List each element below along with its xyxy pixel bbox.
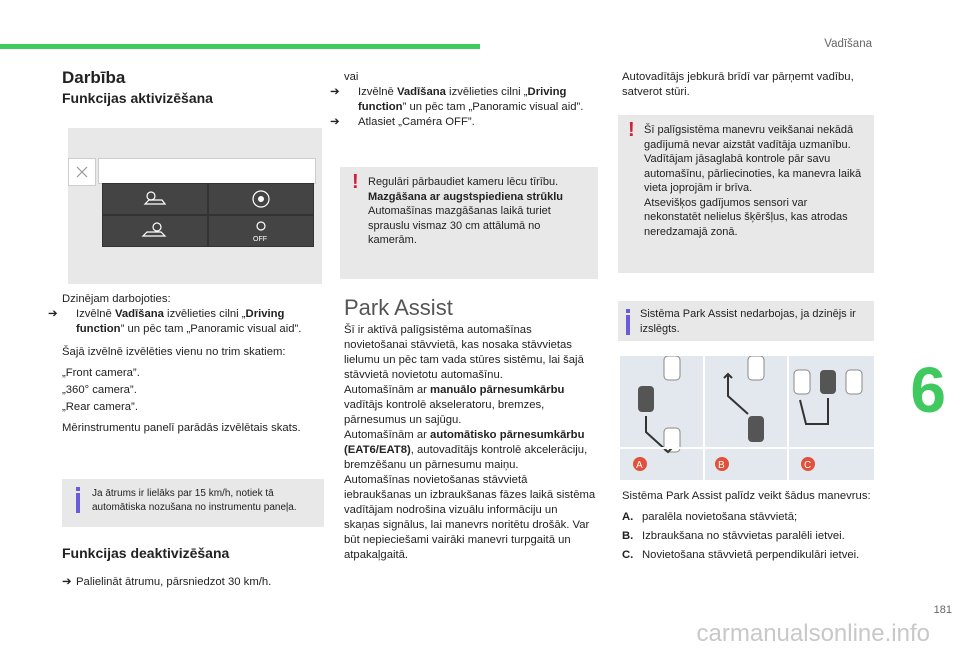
text-bold: Driving function <box>76 308 285 335</box>
text: Palielināt ātrumu, pārsniedzot 30 km/h. <box>76 576 272 588</box>
heading-park-assist: Park Assist <box>344 295 453 320</box>
front-camera-button[interactable] <box>102 183 208 215</box>
text: paralēla novietošana stāvvietā; <box>642 511 798 523</box>
warning-line: Regulāri pārbaudiet kameru lēcu tīrību. <box>368 176 559 188</box>
list-label: C. <box>622 549 634 561</box>
header-accent-bar <box>0 44 480 49</box>
paragraph <box>344 383 596 428</box>
info-icon <box>76 487 80 513</box>
list-item <box>48 307 324 337</box>
chapter-number: 6 <box>910 354 946 426</box>
view-option: „Rear camera”. <box>62 401 138 413</box>
text: izvēlieties cilni „ <box>163 308 246 320</box>
info-icon <box>626 309 630 335</box>
paragraph: Dzinējam darbojoties: <box>62 293 171 305</box>
text: Novietošana stāvvietā perpendikulāri ietvei. <box>642 549 860 561</box>
display-bar <box>98 158 316 184</box>
list-item <box>622 548 874 563</box>
page-number: 181 <box>933 604 952 616</box>
text: Automašīnām ar <box>344 429 431 441</box>
text-bold: Vadīšana <box>114 308 164 320</box>
arrow-bullet-icon: ➔ <box>62 576 72 588</box>
label-c: C <box>804 460 812 471</box>
list-item <box>330 85 596 115</box>
warning-icon: ! <box>628 119 635 141</box>
label-a: A <box>636 460 643 471</box>
left-body <box>48 292 324 442</box>
paragraph: Šajā izvēlnē izvēlēties vienu no trim skatiem: <box>62 346 286 358</box>
info-box <box>62 479 324 527</box>
text: izvēlieties cilni „ <box>445 86 528 98</box>
text: ” un pēc tam „Panoramic visual aid”. <box>120 323 302 335</box>
parking-camera-icon <box>135 184 175 214</box>
rear-camera-button[interactable] <box>102 215 208 247</box>
camera-controls-figure <box>68 128 322 284</box>
text-bold: manuālo pārnesumkārbu <box>430 384 565 396</box>
warning-text: Šī palīgsistēma manevru veikšanai nekādā gadījumā nevar aizstāt vadītāja uzmanību. Vadītājam jāsaglabā kontrole pār savu automašīnu, pārliecinoties, ka manevra laikā vieta joprojām ir brīva. Atsevišķos gadījumos sensori var nekonstatēt nelielus šķēršļus, kas atrodas neredzamajā zonā. <box>644 124 862 238</box>
left-deactivate <box>62 546 324 596</box>
close-tile <box>68 158 96 186</box>
watermark: carmanualsonline.info <box>696 620 930 647</box>
arrow-bullet-icon: ➔ <box>48 308 58 320</box>
info-text: Sistēma Park Assist nedarbojas, ja dzinējs ir izslēgts. <box>640 308 856 335</box>
camera-off-button[interactable] <box>208 215 314 247</box>
text-bold: Driving function <box>358 86 567 113</box>
text-bold: Vadīšana <box>396 86 446 98</box>
list-item <box>622 529 874 544</box>
section-title: Vadīšana <box>824 38 872 50</box>
heading-deactivation: Funkcijas deaktivizēšana <box>62 545 230 561</box>
360-camera-button[interactable] <box>208 183 314 215</box>
arrow-bullet-icon: ➔ <box>330 116 340 128</box>
list-label: B. <box>622 530 634 542</box>
view-option: „Front camera”. <box>62 367 140 379</box>
parking-camera-icon <box>241 184 281 214</box>
arrow-bullet-icon: ➔ <box>330 86 340 98</box>
parking-camera-icon <box>135 216 175 246</box>
paragraph: vai <box>344 71 359 83</box>
paragraph: Automašīnas novietošanas stāvvietā iebraukšanas un izbraukšanas fāzes laikā sistēma vadītājam nodrošina vizuālu informāciju un skaņas signālus, lai manevrs noritētu drošāk. Var būt nepieciešami vairāki manevri turpgaitā un atpakaļgaitā. <box>344 474 596 561</box>
left-column <box>62 70 324 106</box>
warning-box <box>618 115 874 273</box>
heading-operation: Darbība <box>62 68 126 87</box>
close-icon <box>69 159 95 185</box>
maneuvers-list <box>622 489 874 563</box>
label-b: B <box>718 460 725 471</box>
text: , autovadītājs kontrolē akcelerāciju, bremzēšanu un pārnesumu maiņu. <box>344 444 588 471</box>
paragraph <box>344 428 596 473</box>
info-text: Ja ātrums ir lielāks par 15 km/h, notiek tā automātiska nozušana no instrumentu paneļa. <box>92 488 297 513</box>
warning-line-bold: Mazgāšana ar augstspiediena strūklu <box>368 190 564 203</box>
parking-diagram <box>620 356 874 480</box>
list-item <box>622 510 874 525</box>
right-column <box>622 70 874 106</box>
list-item <box>330 115 596 130</box>
text: ” un pēc tam „Panoramic visual aid”. <box>402 101 584 113</box>
paragraph: Šī ir aktīvā palīgsistēma automašīnas novietošanai stāvvietā, kas nosaka stāvvietas lielumu un pēc tam vada stūres sistēmu, lai šajā stāvvietā novietotu automašīnu. <box>344 324 584 381</box>
list-item <box>62 575 324 590</box>
text: Atlasiet „Caméra OFF”. <box>358 116 475 128</box>
text: vadītājs kontrolē akseleratoru, bremzes, pārnesumus un sajūgu. <box>344 399 545 426</box>
warning-text <box>368 175 592 248</box>
paragraph: Autovadītājs jebkurā brīdī var pārņemt vadību, satverot stūri. <box>622 71 854 98</box>
middle-column <box>330 70 596 136</box>
text: Izbraukšana no stāvvietas paralēli ietvei. <box>642 530 845 542</box>
warning-box <box>340 167 598 279</box>
parking-illustration <box>620 356 874 480</box>
paragraph: Sistēma Park Assist palīdz veikt šādus manevrus: <box>622 490 871 502</box>
list-label: A. <box>622 511 634 523</box>
parking-camera-icon <box>241 216 281 246</box>
view-option: „360° camera”. <box>62 384 137 396</box>
warning-icon: ! <box>352 171 359 193</box>
park-assist-section <box>344 295 596 563</box>
text-bold: automātisko pārnesumkārbu (EAT6/EAT8) <box>344 429 585 456</box>
info-box <box>618 301 874 341</box>
text: Automašīnām ar <box>344 384 431 396</box>
heading-activation: Funkcijas aktivizēšana <box>62 90 213 106</box>
paragraph: Mērinstrumentu panelī parādās izvēlētais skats. <box>62 422 301 434</box>
text: Izvēlnē <box>76 308 115 320</box>
camera-off-label: OFF <box>253 236 267 243</box>
text: Izvēlnē <box>358 86 397 98</box>
warning-line: Automašīnas mazgāšanas laikā turiet sprauslu vismaz 30 cm attālumā no kamerām. <box>368 205 551 246</box>
